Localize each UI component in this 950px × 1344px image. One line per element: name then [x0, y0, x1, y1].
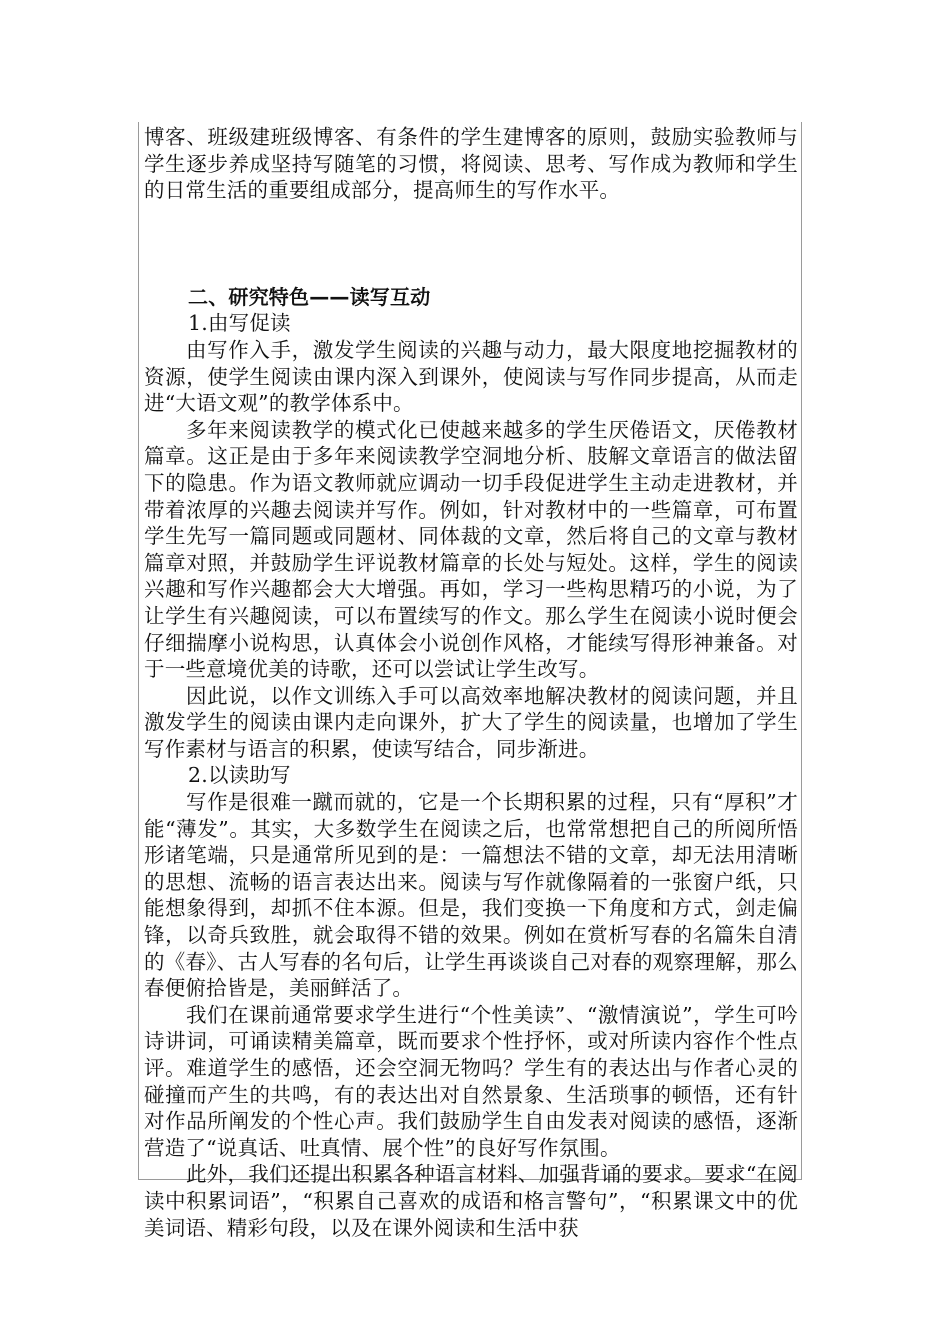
paragraph: 由写作入手，激发学生阅读的兴趣与动力，最大限度地挖掘教材的资源，使学生阅读由课内深入到课外，使阅读与写作同步提高，从而走进“大语文观”的教学体系中。 [144, 337, 798, 416]
paragraph: 此外，我们还提出积累各种语言材料、加强背诵的要求。要求“在阅读中积累词语”，“积累自己喜欢的成语和格言警句”，“积累课文中的优美词语、精彩句段，以及在课外阅读和生活中获 [144, 1162, 798, 1240]
paragraph: 写作是很难一蹴而就的，它是一个长期积累的过程，只有“厚积”才能“薄发”。其实，大多数学生在阅读之后，也常常想把自己的所阅所悟形诸笔端，只是通常所见到的是：一篇想法不错的文章，却无法用清晰的思想、流畅的语言表达出来。阅读与写作就像隔着的一张窗户纸，只能想象得到，却抓不住本源。但是，我们变换一下角度和方式，剑走偏锋，以奇兵致胜，就会取得不错的效果。例如在赏析写春的名篇朱自清的《春》、古人写春的名句后，让学生再谈谈自己对春的观察理解，那么春便俯拾皆是，美丽鲜活了。 [144, 790, 798, 1001]
document-body [144, 124, 798, 1241]
top-paragraph: 博客、班级建班级博客、有条件的学生建博客的原则，鼓励实验教师与学生逐步养成坚持写随笔的习惯，将阅读、思考、写作成为教师和学生的日常生活的重要组成部分，提高师生的写作水平。 [144, 125, 798, 203]
paragraph: 我们在课前通常要求学生进行“个性美读”、“激情演说”，学生可吟诗讲词，可诵读精美篇章，既而要求个性抒怀，或对所读内容作个性点评。难道学生的感悟，还会空洞无物吗？学生有的表达出与作者心灵的碰撞而产生的共鸣，有的表达出对自然景象、生活琐事的顿悟，还有针对作品所阐发的个性心声。我们鼓励学生自由发表对阅读的感悟，逐渐营造了“说真话、吐真情、展个性”的良好写作氛围。 [144, 1002, 798, 1160]
section-heading: 二、研究特色——读写互动 [188, 284, 431, 309]
subsection-title-1: 1.由写促读 [188, 311, 291, 336]
section-spacer [144, 204, 798, 284]
subsection-title-2: 2.以读助写 [188, 763, 291, 788]
paragraph: 因此说，以作文训练入手可以高效率地解决教材的阅读问题，并且激发学生的阅读由课内走向课外，扩大了学生的阅读量，也增加了学生写作素材与语言的积累，使读写结合，同步渐进。 [144, 683, 798, 761]
paragraph: 多年来阅读教学的模式化已使越来越多的学生厌倦语文，厌倦教材篇章。这正是由于多年来阅读教学空洞地分析、肢解文章语言的做法留下的隐患。作为语文教师就应调动一切手段促进学生主动走进教材，并带着浓厚的兴趣去阅读并写作。例如，针对教材中的一些篇章，可布置学生先写一篇同题或同题材、同体裁的文章，然后将自己的文章与教材篇章对照，并鼓励学生评说教材篇章的长处与短处。这样，学生的阅读兴趣和写作兴趣都会大大增强。再如，学习一些构思精巧的小说，为了让学生有兴趣阅读，可以布置续写的作文。那么学生在阅读小说时便会仔细揣摩小说构思，认真体会小说创作风格，才能续写得形神兼备。对于一些意境优美的诗歌，还可以尝试让学生改写。 [144, 417, 798, 682]
